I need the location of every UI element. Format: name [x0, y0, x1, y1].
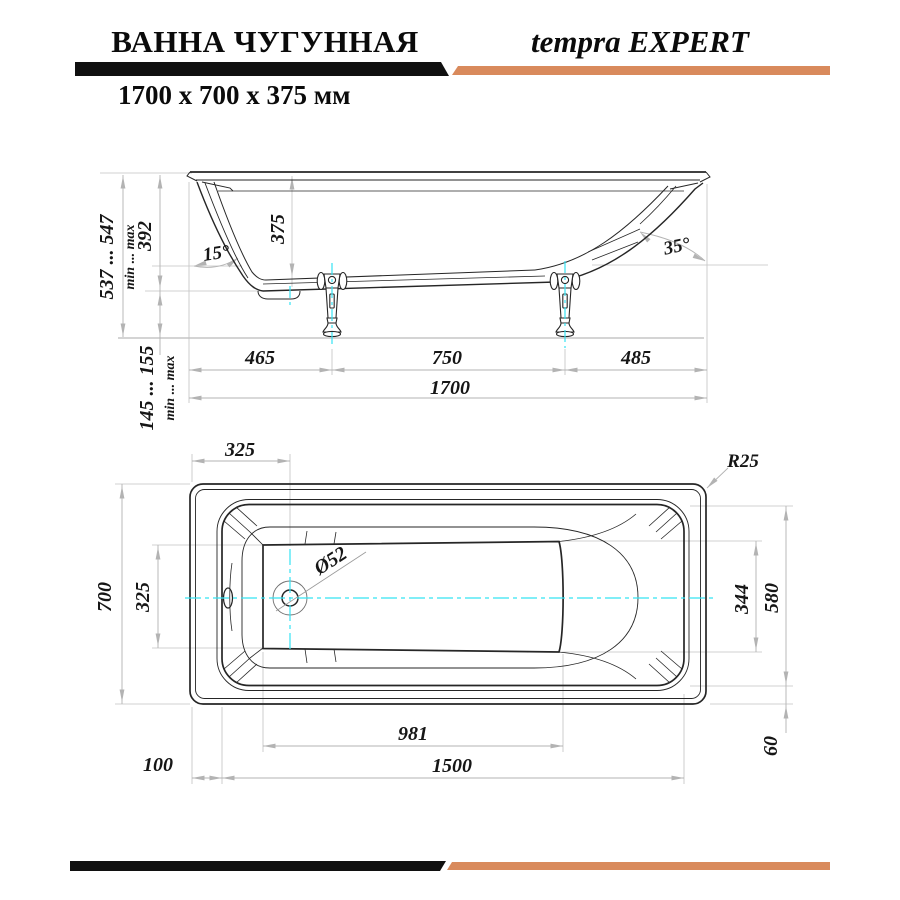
side-view: [96, 172, 768, 431]
page-title: ВАННА ЧУГУННАЯ: [111, 24, 419, 59]
header-bar-orange: [452, 66, 830, 75]
dim-leg-inset-left: 465: [245, 347, 275, 369]
dim-leg-height-note: min ... max: [163, 355, 178, 421]
dim-rim-left: 100: [143, 754, 173, 776]
dim-rim-bottom: 60: [760, 736, 782, 756]
dim-leg-spacing: 750: [432, 347, 462, 369]
footer-bar-black: [70, 861, 446, 871]
dim-bottom-length: 981: [398, 723, 428, 745]
dim-leg-height: 145 ... 155: [136, 345, 158, 431]
footer-bar-orange: [447, 862, 830, 870]
dim-corner-radius: R25: [727, 451, 759, 472]
bathtub-plan: [190, 484, 706, 704]
dim-inner-width: 580: [761, 583, 783, 613]
brand-logo-text: tempra EXPERT: [531, 24, 749, 59]
dim-bottom-width: 344: [731, 584, 753, 614]
leg-rear: [550, 273, 580, 337]
dim-length: 1700: [430, 377, 470, 399]
dim-angle-head: 15°: [201, 241, 231, 266]
header-bar-black: [75, 62, 449, 76]
bathtub-side-profile: [187, 172, 710, 299]
dim-inner-depth: 375: [267, 214, 289, 244]
dim-leg-inset-right: 485: [621, 347, 651, 369]
dim-total-height-note: min ... max: [123, 224, 138, 290]
dim-body-height: 392: [134, 221, 156, 251]
top-dimension-arrows: [120, 459, 789, 781]
top-view: [94, 439, 793, 784]
dim-total-height: 537 ... 547: [96, 214, 118, 300]
dim-drain-from-edge: 325: [225, 439, 255, 461]
dim-drain-from-side: 325: [132, 582, 154, 612]
dim-width: 700: [94, 582, 116, 612]
dim-drain-diameter: Ø52: [310, 542, 352, 580]
dim-inner-length: 1500: [432, 755, 472, 777]
top-centerlines: [185, 549, 716, 652]
size-subtitle: 1700 x 700 x 375 мм: [118, 80, 351, 110]
dim-angle-foot: 35°: [661, 233, 693, 260]
